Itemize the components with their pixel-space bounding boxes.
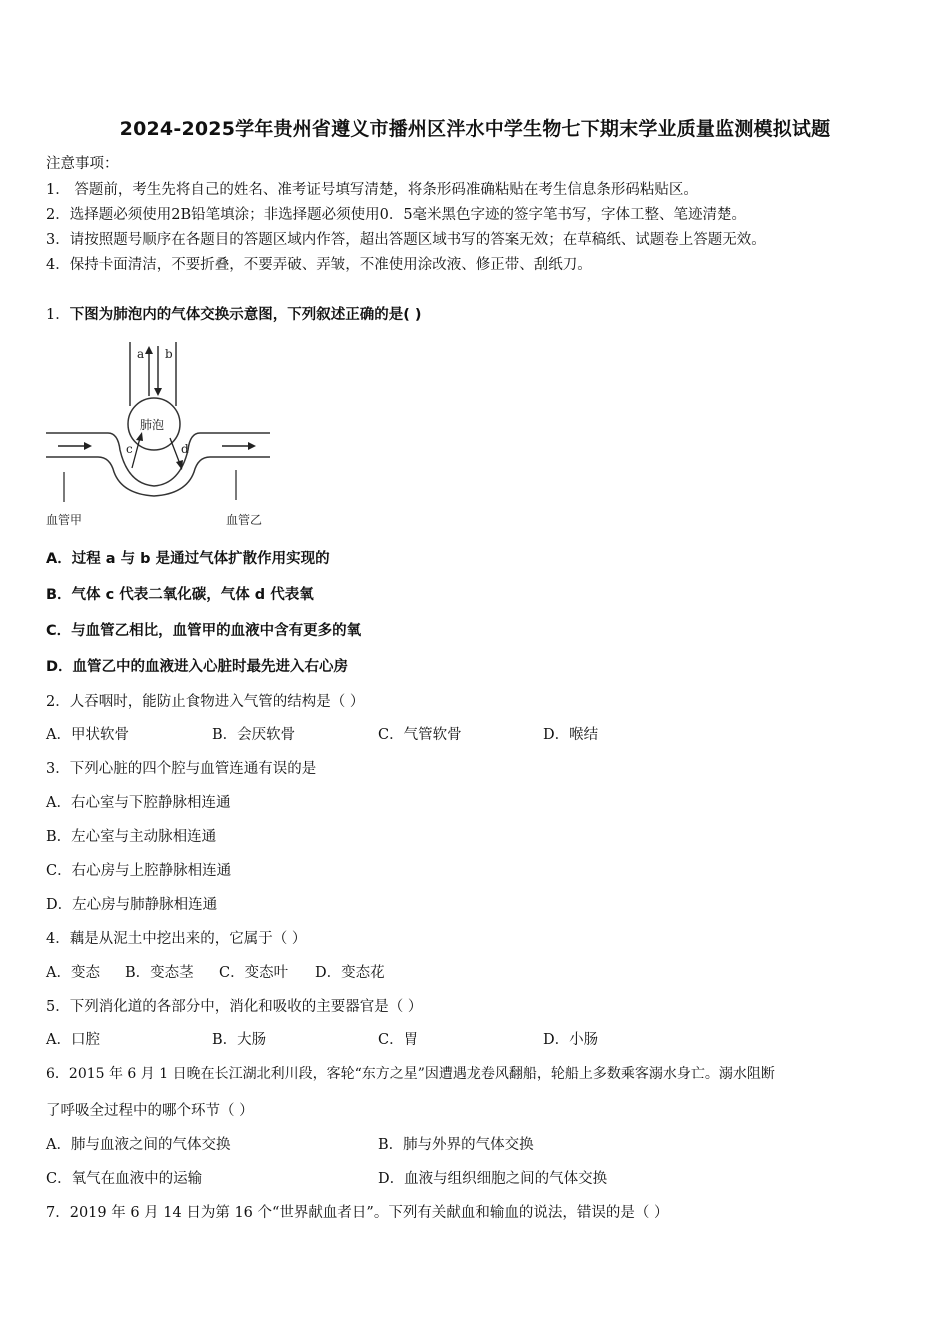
question-2-option-d[interactable]: D．喉结 xyxy=(543,727,599,743)
label-alveolus: 肺泡 xyxy=(140,418,165,432)
notice-item-3: 3．请按照题号顺序在各题目的答题区域内作答，超出答题区域书写的答案无效；在草稿纸、试题卷上答题无效。 xyxy=(46,232,766,248)
arrow-c-head xyxy=(136,432,143,441)
question-1-option-c[interactable]: C．与血管乙相比，血管甲的血液中含有更多的氧 xyxy=(46,623,362,639)
arrow-d-head xyxy=(176,460,183,470)
alveolus-gas-exchange-diagram xyxy=(44,338,276,532)
question-5-option-c[interactable]: C．胃 xyxy=(378,1032,419,1048)
diagram-svg xyxy=(44,338,276,532)
page-title: 2024-2025学年贵州省遵义市播州区泮水中学生物七下期末学业质量监测模拟试题 xyxy=(119,118,831,140)
question-1-number: 1． xyxy=(46,307,70,323)
question-4-option-a[interactable]: A．变态 xyxy=(46,965,100,981)
question-5-option-b[interactable]: B．大肠 xyxy=(212,1032,267,1048)
question-6-option-a[interactable]: A．肺与血液之间的气体交换 xyxy=(46,1137,231,1153)
question-6-option-d[interactable]: D．血液与组织细胞之间的气体交换 xyxy=(378,1171,608,1187)
question-1-option-a[interactable]: A．过程 a 与 b 是通过气体扩散作用实现的 xyxy=(46,551,330,567)
question-6-stem-line-1: 6．2015 年 6 月 1 日晚在长江湖北利川段，客轮“东方之星”因遭遇龙卷风翻船，轮船上多数乘客溺水身亡。溺水阻断 xyxy=(46,1066,775,1082)
question-6-stem-line-2: 了呼吸全过程中的哪个环节（ ） xyxy=(46,1103,254,1119)
question-1-text: 下图为肺泡内的气体交换示意图，下列叙述正确的是( ) xyxy=(69,307,422,323)
question-6-option-c[interactable]: C．氧气在血液中的运输 xyxy=(46,1171,203,1187)
label-vessel-2: 血管乙 xyxy=(226,513,263,527)
label-a: a xyxy=(137,347,145,361)
question-4-stem: 4．藕是从泥土中挖出来的，它属于（ ） xyxy=(46,931,307,947)
notice-heading: 注意事项： xyxy=(46,156,119,172)
question-2-stem: 2．人吞咽时，能防止食物进入气管的结构是（ ） xyxy=(46,694,365,710)
question-1-option-d[interactable]: D．血管乙中的血液进入心脏时最先进入右心房 xyxy=(46,659,349,675)
notice-item-2: 2．选择题必须使用2B铅笔填涂；非选择题必须使用0．5毫米黑色字迹的签字笔书写，字体工整、笔迹清楚。 xyxy=(46,207,747,223)
question-7-stem: 7．2019 年 6 月 14 日为第 16 个“世界献血者日”。下列有关献血和输血的说法，错误的是（ ） xyxy=(46,1205,669,1221)
question-3-stem: 3．下列心脏的四个腔与血管连通有误的是 xyxy=(46,761,317,777)
question-3-option-b[interactable]: B．左心室与主动脉相连通 xyxy=(46,829,217,845)
flow-arrow-right-head xyxy=(248,442,256,450)
question-3-option-a[interactable]: A．右心室与下腔静脉相连通 xyxy=(46,795,231,811)
question-2-option-a[interactable]: A．甲状软骨 xyxy=(46,727,129,743)
flow-arrow-left-head xyxy=(84,442,92,450)
question-4-option-d[interactable]: D．变态花 xyxy=(315,965,385,981)
question-2-option-c[interactable]: C．气管软骨 xyxy=(378,727,462,743)
question-2-option-b[interactable]: B．会厌软骨 xyxy=(212,727,296,743)
question-5-option-a[interactable]: A．口腔 xyxy=(46,1032,100,1048)
notice-item-1: 1． 答题前，考生先将自己的姓名、准考证号填写清楚，将条形码准确粘贴在考生信息条形码粘贴区。 xyxy=(46,182,698,198)
label-d: d xyxy=(181,442,189,456)
label-c: c xyxy=(126,442,133,456)
question-1-stem xyxy=(46,303,422,324)
arrow-b-head xyxy=(154,388,162,396)
label-b: b xyxy=(165,347,173,361)
notice-item-4: 4．保持卡面清洁，不要折叠，不要弄破、弄皱，不准使用涂改液、修正带、刮纸刀。 xyxy=(46,257,592,273)
label-vessel-1: 血管甲 xyxy=(46,513,83,527)
arrow-d-line xyxy=(170,438,180,464)
question-4-option-c[interactable]: C．变态叶 xyxy=(219,965,289,981)
question-3-option-d[interactable]: D．左心房与肺静脉相连通 xyxy=(46,897,218,913)
question-6-option-b[interactable]: B．肺与外界的气体交换 xyxy=(378,1137,534,1153)
question-5-stem: 5．下列消化道的各部分中，消化和吸收的主要器官是（ ） xyxy=(46,999,423,1015)
question-4-option-b[interactable]: B．变态茎 xyxy=(125,965,194,981)
arrow-a-head xyxy=(145,346,153,354)
question-1-option-b[interactable]: B．气体 c 代表二氧化碳，气体 d 代表氧 xyxy=(46,587,314,603)
question-5-option-d[interactable]: D．小肠 xyxy=(543,1032,599,1048)
question-3-option-c[interactable]: C．右心房与上腔静脉相连通 xyxy=(46,863,232,879)
